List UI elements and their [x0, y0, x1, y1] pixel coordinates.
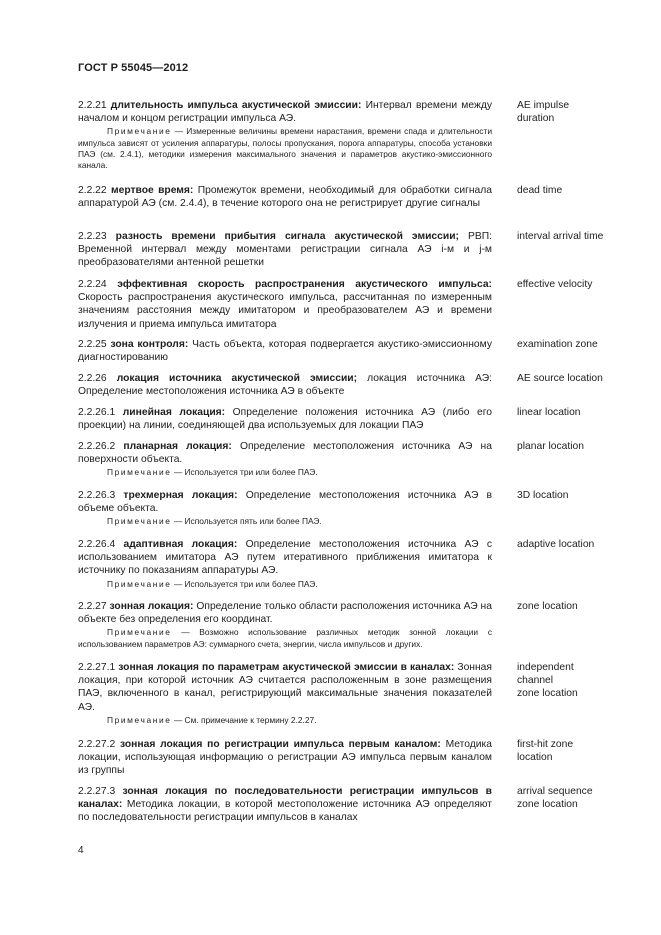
document-header: ГОСТ Р 55045—2012 [78, 62, 189, 74]
term-title: планарная локация: [123, 441, 232, 452]
definition-paragraph [78, 230, 492, 270]
term-definition [78, 230, 492, 270]
definition-text: Зонная локация, при которой источник АЭ считается расположенным в зоне размещения ПАЭ, включенного в канал, регистрирующий максимальные значения показателей АЭ. [78, 662, 492, 713]
definition-text: Определение местоположения источника АЭ на поверхности объекта. [78, 441, 492, 466]
definition-text: РВП: Временной интервал между моментами регистрации сигнала АЭ i-м и j-м преобразователями антенной решетки [78, 231, 492, 269]
term-title: эффективная скорость распространения акустического импульса: [117, 279, 492, 290]
term-definition [78, 600, 492, 650]
term-note [78, 627, 492, 649]
term-note [78, 579, 492, 590]
term-definition [78, 184, 492, 210]
note-label: Примечание [107, 516, 172, 527]
english-equivalent: planar location [517, 441, 584, 452]
term-number: 2.2.26.3 [78, 490, 116, 501]
note-label: Примечание [107, 467, 172, 478]
definition-text: Часть объекта, которая подвергается акустико-эмиссионному диагностированию [78, 339, 492, 364]
term-definition [78, 489, 492, 528]
definition-paragraph [78, 661, 492, 714]
note-text: — Используется пять или более ПАЭ. [173, 516, 322, 527]
definition-paragraph [78, 406, 492, 432]
term-definition [78, 372, 492, 398]
term-title: зонная локация по последовательности регистрации импульсов в каналах: [78, 786, 492, 811]
note-text: — Используется три или более ПАЭ. [173, 578, 318, 589]
definition-paragraph [78, 538, 492, 578]
note-label: Примечание [107, 627, 172, 638]
definition-text: Определение местоположения источника АЭ с использованием имитатора АЭ путем итеративного приближения имитатора к источнику по показаниям аппаратуры АЭ. [78, 539, 492, 577]
definition-paragraph [78, 600, 492, 626]
note-text: — Измеренные величины времени нарастания, времени спада и длительности импульса зависят от усиления аппаратуры, полосы пропускания, порога аппаратуры, способа установки ПАЭ (см. 2.4.1), методики измерения максимального значения и параметров акустико-эмиссионного канала. [78, 126, 492, 171]
term-title: зонная локация: [109, 601, 194, 612]
term-title: разность времени прибытия сигнала акустической эмиссии; [115, 231, 459, 242]
note-text: — Используется три или более ПАЭ. [173, 467, 318, 478]
term-definition [78, 99, 492, 171]
term-number: 2.2.25 [78, 339, 107, 350]
term-title: мертвое время: [110, 185, 194, 196]
definition-text: локация источника АЭ: Определение местоположения источника АЭ в объекте [78, 373, 492, 398]
term-title: зонная локация по параметрам акустической эмиссии в каналах: [118, 662, 455, 673]
definition-text: Определение положения источника АЭ (либо его проекции) на линии, соединяющей два используемых для локации ПАЭ [78, 407, 492, 432]
term-number: 2.2.24 [78, 279, 107, 290]
term-definition [78, 440, 492, 479]
english-equivalent: interval arrival time [517, 231, 604, 242]
definition-paragraph [78, 338, 492, 364]
definition-text: Скорость распространения акустического импульса, рассчитанная по измеренным значениям расстояния между имитатором и преобразователем АЭ и времени излучения и приема импульса имитатора [78, 292, 492, 330]
term-title: трехмерная локация: [123, 490, 238, 501]
definition-paragraph [78, 785, 492, 825]
english-equivalent: dead time [517, 185, 563, 196]
definition-text: Промежуток времени, необходимый для обработки сигнала аппаратурой АЭ (см. 2.4.4), в течение которого она не регистрирует другие сигналы [78, 185, 492, 210]
english-equivalent: arrival sequence zone location [517, 786, 593, 811]
term-title: длительность импульса акустической эмиссии: [110, 100, 362, 111]
definition-text: Методика локации, использующая информацию о регистрации АЭ импульса первым каналом из группы [78, 739, 492, 777]
term-number: 2.2.26.2 [78, 441, 116, 452]
term-title: линейная локация: [122, 407, 226, 418]
definition-paragraph [78, 99, 492, 125]
definition-text: Определение местоположения источника АЭ в объеме объекта. [78, 490, 492, 515]
term-number: 2.2.27.1 [78, 662, 116, 673]
term-number: 2.2.26 [78, 373, 107, 384]
definition-text: Интервал времени между началом и концом регистрации импульса АЭ. [78, 100, 492, 125]
term-definition [78, 785, 492, 825]
definition-paragraph [78, 440, 492, 466]
definition-text: Определение только области расположения источника АЭ на объекте без определения его координат. [78, 601, 492, 626]
definition-text: Методика локации, в которой местоположение источника АЭ определяют по последовательности регистрации импульсов в каналах [78, 799, 492, 824]
term-number: 2.2.26.4 [78, 539, 116, 550]
note-text: — См. примечание к термину 2.2.27. [173, 714, 317, 725]
english-equivalent: AE source location [517, 373, 603, 384]
english-equivalent: adaptive location [517, 539, 595, 550]
note-label: Примечание [107, 578, 172, 589]
term-title: локация источника акустической эмиссии; [116, 373, 358, 384]
note-label: Примечание [107, 126, 172, 137]
term-number: 2.2.27.3 [78, 786, 116, 797]
english-equivalent: independent channel zone location [517, 662, 578, 700]
english-equivalent: 3D location [517, 490, 569, 501]
term-definition [78, 406, 492, 432]
term-definition [78, 538, 492, 590]
english-equivalent: first-hit zone location [517, 739, 574, 764]
definition-paragraph [78, 489, 492, 515]
term-definition [78, 278, 492, 331]
term-number: 2.2.23 [78, 231, 107, 242]
term-number: 2.2.27.2 [78, 739, 116, 750]
term-title: зона контроля: [110, 339, 189, 350]
english-equivalent: zone location [517, 601, 578, 612]
english-equivalent: linear location [517, 407, 581, 418]
english-equivalent: AE impulse duration [517, 100, 570, 125]
definition-paragraph [78, 278, 492, 331]
term-number: 2.2.22 [78, 185, 107, 196]
term-note [78, 715, 492, 726]
definition-paragraph [78, 738, 492, 778]
page-number: 4 [78, 845, 84, 856]
term-note [78, 126, 492, 171]
definition-paragraph [78, 184, 492, 210]
term-definition [78, 738, 492, 778]
term-note [78, 516, 492, 527]
note-label: Примечание [107, 714, 172, 725]
term-title: зонная локация по регистрации импульса первым каналом: [120, 739, 441, 750]
term-definition [78, 661, 492, 726]
english-equivalent: examination zone [517, 339, 598, 350]
term-title: адаптивная локация: [123, 539, 238, 550]
term-number: 2.2.27 [78, 601, 107, 612]
term-number: 2.2.21 [78, 100, 107, 111]
term-note [78, 467, 492, 478]
note-text: — Возможно использование различных методик зонной локации с использованием параметров АЭ: суммарного счета, энергии, числа импульсов и других. [78, 627, 492, 649]
definition-paragraph [78, 372, 492, 398]
term-number: 2.2.26.1 [78, 407, 116, 418]
term-definition [78, 338, 492, 364]
english-equivalent: effective velocity [517, 279, 593, 290]
